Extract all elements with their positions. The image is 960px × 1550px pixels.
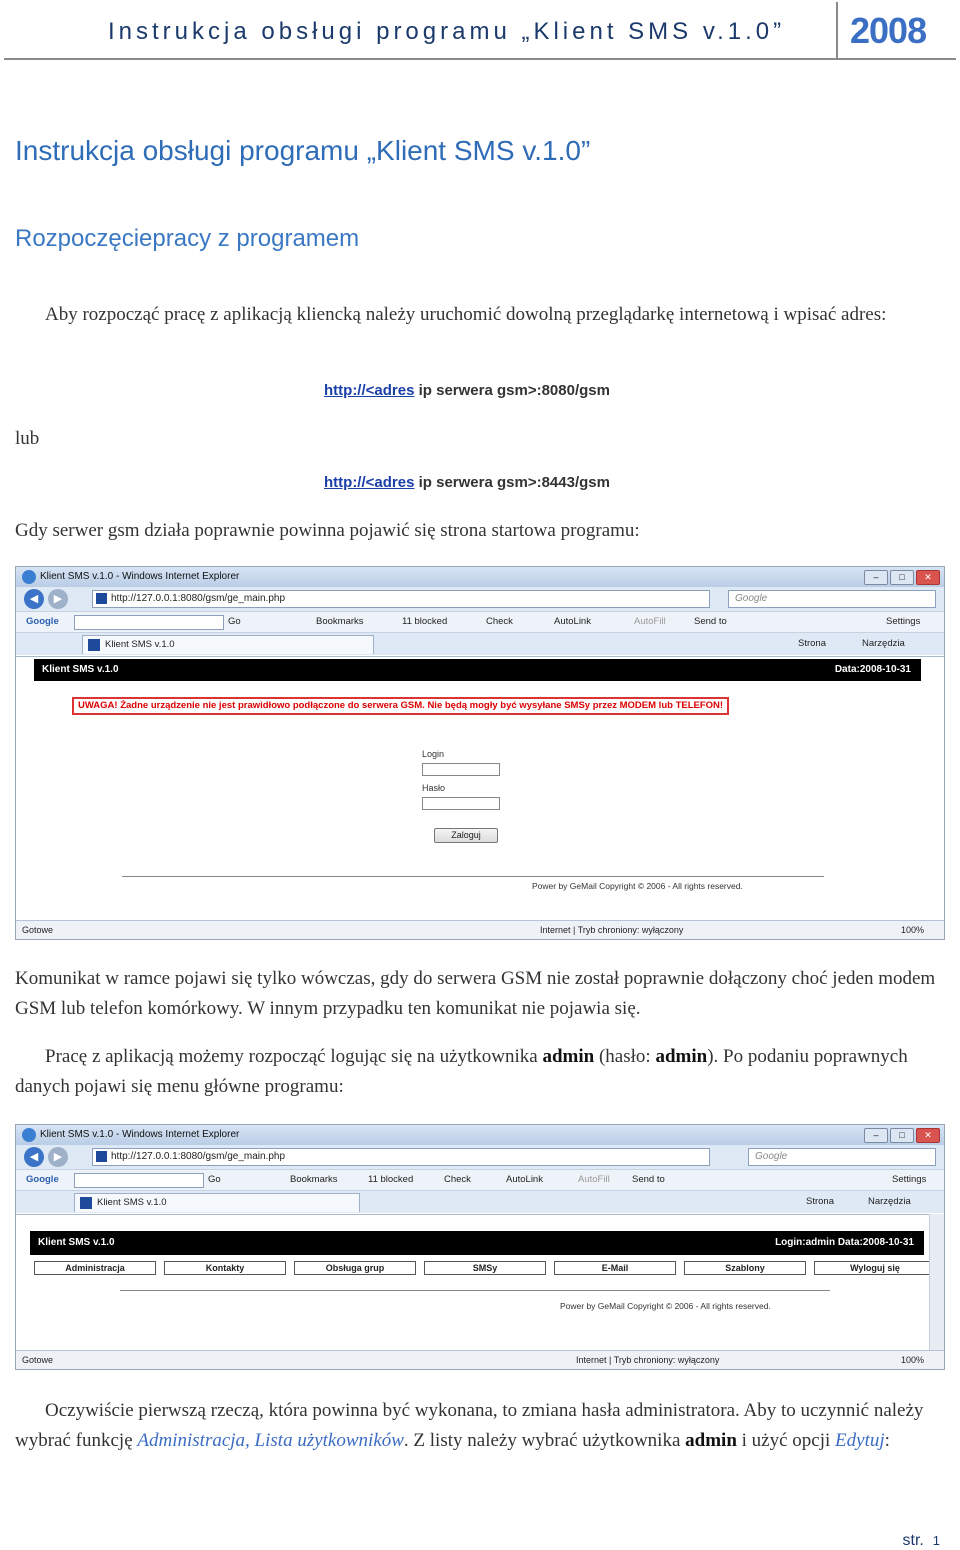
tab-bar [16,1190,944,1213]
window-titlebar [16,567,944,587]
google-search-input[interactable] [74,1173,204,1188]
page-label: str. [902,1532,924,1549]
running-header-title: Instrukcja obsługi programu „Klient SMS v.1.0” [108,18,786,45]
minimize-icon[interactable]: – [864,570,888,585]
app-title: Klient SMS v.1.0 [42,664,119,675]
tab-label: Klient SMS v.1.0 [97,1197,167,1208]
ie-logo-icon [22,1128,36,1142]
password-input[interactable] [422,797,500,810]
page-number [903,1532,940,1550]
app-title: Klient SMS v.1.0 [38,1237,115,1248]
zoom-level[interactable]: 100% [900,1355,924,1365]
window-controls [864,570,940,585]
app-header-bar [30,1231,924,1255]
login-button[interactable]: Zaloguj [434,828,498,843]
close-icon[interactable]: ✕ [916,570,940,585]
tools-menu[interactable]: Narzędzia [862,638,905,649]
warning-explanation: Komunikat w ramce pojawi się tylko wówczas, gdy do serwera GSM nie został poprawnie dołączony choć jeden modem GSM lub telefon komórkowy. W innym przypadku ten komunikat nie pojawia się. [15,968,936,1019]
address-link-8080[interactable]: http://<adres [324,382,415,399]
app-date: Data:2008-10-31 [834,664,911,675]
close-icon[interactable]: ✕ [916,1128,940,1143]
address-link-8443[interactable]: http://<adres [324,474,415,491]
status-bar [16,920,944,939]
page-icon [96,593,107,604]
autolink-button[interactable]: AutoLink [506,1174,543,1185]
window-controls [864,1128,940,1143]
search-field[interactable]: Google [728,590,936,608]
page-menu[interactable]: Strona [806,1196,834,1207]
startpage-paragraph: Gdy serwer gsm działa poprawnie powinna pojawić się strona startowa programu: [15,520,640,541]
tab-label: Klient SMS v.1.0 [105,639,175,650]
menu-smsy[interactable]: SMSy [424,1261,546,1275]
address-suffix-8443: ip serwera gsm>:8443/gsm [414,474,610,491]
address-bar [16,587,944,611]
url-text: http://127.0.0.1:8080/gsm/ge_main.php [111,593,286,604]
minimize-icon[interactable]: – [864,1128,888,1143]
url-field[interactable] [92,590,710,608]
warning-message: UWAGA! Żadne urządzenie nie jest prawidłowo podłączone do serwera GSM. Nie będą mogły być wysyłane SMSy przez MODEM lub TELEFON! [72,697,729,715]
address-line-8443 [324,474,610,491]
or-text: lub [15,428,40,449]
autolink-button[interactable]: AutoLink [554,616,591,627]
header-year: 2008 [850,10,927,51]
bookmarks-button[interactable]: Bookmarks [290,1174,338,1185]
page-number-value: 1 [932,1533,940,1548]
app-header-bar [34,659,921,681]
window-title: Klient SMS v.1.0 - Windows Internet Explorer [40,571,240,582]
zone-text: Internet | Tryb chroniony: wyłączony [576,1355,720,1365]
address-line-8080 [324,382,610,399]
autofill-button[interactable]: AutoFill [578,1174,610,1185]
header-divider [836,2,838,60]
login-label: Login [422,749,445,759]
blocked-button[interactable]: 11 blocked [402,616,448,627]
browser-screenshot-menu [15,1124,945,1370]
favicon-icon [80,1197,92,1209]
forward-icon[interactable]: ▶ [48,589,68,609]
scrollbar[interactable] [929,1214,944,1351]
browser-screenshot-login [15,566,945,940]
settings-button[interactable]: Settings [886,616,921,627]
autofill-button[interactable]: AutoFill [634,616,666,627]
go-button[interactable]: Go [228,616,241,627]
window-titlebar [16,1125,944,1145]
status-bar [16,1350,944,1369]
url-field[interactable] [92,1148,710,1166]
menu-wyloguj[interactable]: Wyloguj się [814,1261,936,1275]
intro-paragraph: Aby rozpocząć pracę z aplikacją kliencką należy uruchomić dowolną przeglądarkę internetową i wpisać adres: [45,304,887,325]
check-button[interactable]: Check [444,1174,471,1185]
admin-password-paragraph: Oczywiście pierwszą rzeczą, która powinna być wykonana, to zmiana hasła administratora. Aby to uczynnić należy wybrać funkcję Administracja, Lista użytkowników. Z listy należy wybrać użytkownika admin i użyć opcji Edytuj: [15,1400,924,1451]
browser-tab[interactable] [74,1193,360,1212]
login-paragraph: Pracę z aplikacją możemy rozpocząć logując się na użytkownika admin (hasło: admin). Po podaniu poprawnych danych pojawi się menu główne programu: [15,1046,908,1097]
page-viewport [16,656,944,921]
forward-icon[interactable]: ▶ [48,1147,68,1167]
page-viewport [16,1214,930,1351]
window-title: Klient SMS v.1.0 - Windows Internet Explorer [40,1129,240,1140]
back-icon[interactable]: ◀ [24,1147,44,1167]
document-title: Instrukcja obsługi programu „Klient SMS v.1.0” [15,135,591,166]
menu-obsluga-grup[interactable]: Obsługa grup [294,1261,416,1275]
menu-szablony[interactable]: Szablony [684,1261,806,1275]
google-toolbar [16,611,944,632]
maximize-icon[interactable]: □ [890,570,914,585]
google-logo: Google [26,1174,59,1185]
tab-bar [16,632,944,655]
url-text: http://127.0.0.1:8080/gsm/ge_main.php [111,1151,286,1162]
powered-by: Power by GeMail Copyright © 2006 - All rights reserved. [560,1301,771,1311]
status-text: Gotowe [22,925,54,935]
maximize-icon[interactable]: □ [890,1128,914,1143]
sendto-button[interactable]: Send to [694,616,727,627]
google-toolbar [16,1169,944,1190]
address-bar [16,1145,944,1169]
footer-divider [120,1290,830,1291]
browser-tab[interactable] [82,635,374,654]
header-rule [4,58,956,60]
go-button[interactable]: Go [208,1174,221,1185]
google-logo: Google [26,616,59,627]
zone-text: Internet | Tryb chroniony: wyłączony [540,925,684,935]
status-text: Gotowe [22,1355,54,1365]
menu-administracja[interactable]: Administracja [34,1261,156,1275]
check-button[interactable]: Check [486,616,513,627]
zoom-level[interactable]: 100% [900,925,924,935]
password-label: Hasło [422,783,446,793]
ie-logo-icon [22,570,36,584]
google-search-input[interactable] [74,615,224,630]
login-input[interactable] [422,763,500,776]
page-menu[interactable]: Strona [798,638,826,649]
section-title: Rozpoczęciepracy z programem [15,225,360,252]
bookmarks-button[interactable]: Bookmarks [316,616,364,627]
favicon-icon [88,639,100,651]
blocked-button[interactable]: 11 blocked [368,1174,414,1185]
powered-by: Power by GeMail Copyright © 2006 - All rights reserved. [532,881,743,891]
settings-button[interactable]: Settings [892,1174,927,1185]
main-menu [34,1261,936,1275]
search-field[interactable]: Google [748,1148,936,1166]
back-icon[interactable]: ◀ [24,589,44,609]
menu-kontakty[interactable]: Kontakty [164,1261,286,1275]
address-suffix-8080: ip serwera gsm>:8080/gsm [414,382,610,399]
menu-email[interactable]: E-Mail [554,1261,676,1275]
tools-menu[interactable]: Narzędzia [868,1196,911,1207]
app-date: Login:admin Data:2008-10-31 [775,1237,914,1248]
footer-divider [122,876,824,877]
sendto-button[interactable]: Send to [632,1174,665,1185]
page-icon [96,1151,107,1162]
